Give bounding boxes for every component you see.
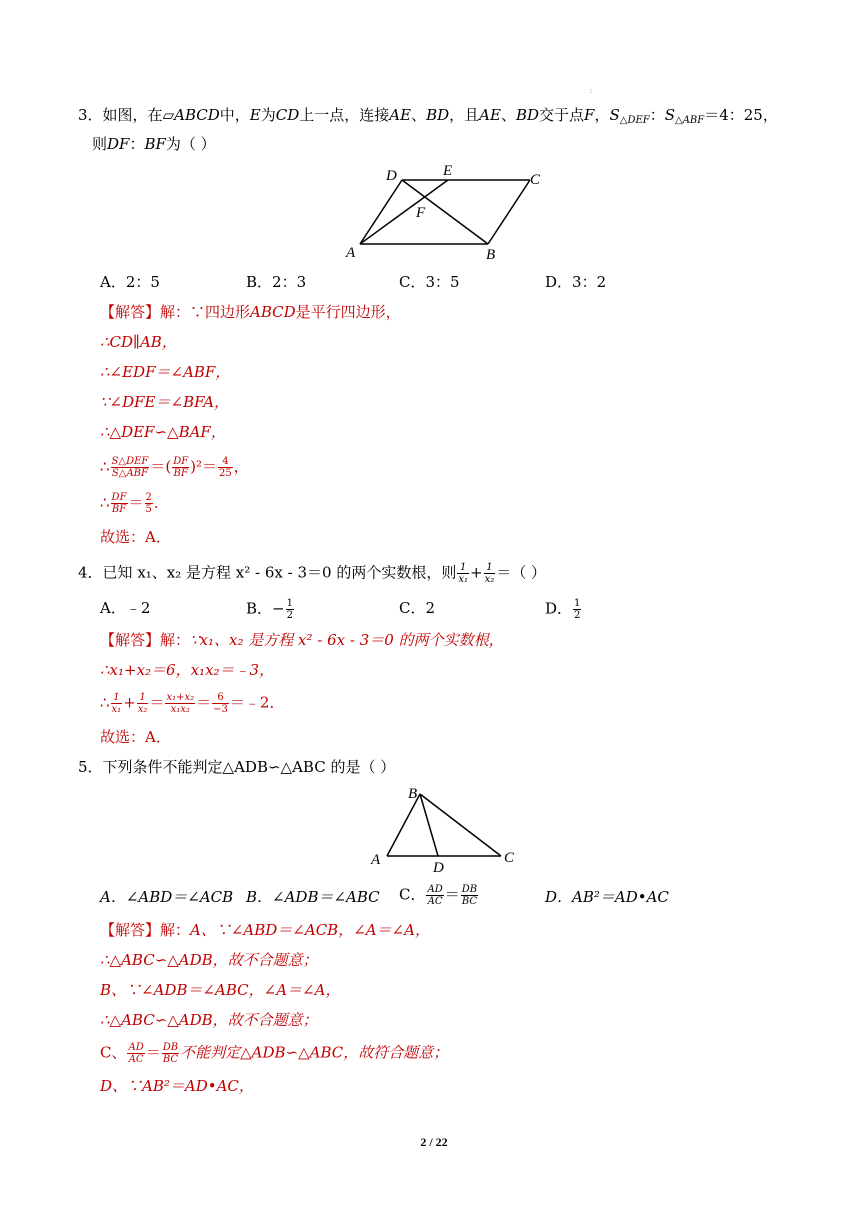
- q5-option-d: D．AB²＝AD•AC: [545, 888, 669, 906]
- q3-solution-line3: ∴∠EDF＝∠ABF，: [100, 363, 231, 381]
- q3-option-a: A．2：5: [100, 273, 160, 291]
- q4-choice-line: 故选：A．: [100, 728, 171, 746]
- q5-option-c: C． $\frac{AD}{AC}$ ＝ $\frac{DB}{BC}$: [399, 884, 478, 907]
- q3-label-A: A: [346, 245, 356, 261]
- q3-choice-line: 故选：A．: [100, 528, 171, 546]
- q5-solution-line5: C、 $\frac{AD}{AC}$ ＝ $\frac{DB}{BC}$ 不能判定△ADB∽△ABC，故符合题意；: [100, 1042, 449, 1065]
- q4-solution-line3: ∴ $\frac{1}{\text{x₁}}$ + $\frac{1}{\text{x₂}}$ ＝ $\frac{\text{x₁+x₂}}{\text{x₁x₂}}$ ＝ $\frac{6}{-3}$ ＝﹣2．: [100, 692, 285, 715]
- q4-option-d: D． $\frac{1}{2}$: [545, 598, 581, 621]
- q3-solution-line4: ∵∠DFE＝∠BFA，: [100, 393, 230, 411]
- q4-solution-line1: 【解答】解：∵x₁、x₂ 是方程 x² - 6x - 3＝0 的两个实数根，: [100, 631, 504, 649]
- q3-option-b: B．2：3: [246, 273, 307, 291]
- q5-stem: 5．下列条件不能判定△ADB∽△ABC 的是（ ）: [78, 758, 396, 776]
- q3-solution-line7: ∴ $\frac{DF}{BF}$ ＝ $\frac{2}{5}$ ．: [100, 492, 169, 515]
- q5-option-a: A．∠ABD＝∠ACB: [100, 888, 234, 906]
- q4-option-b: B．− $\frac{1}{2}$: [246, 598, 293, 621]
- q4-solution-line2: ∴x₁+x₂＝6，x₁x₂＝﹣3，: [100, 661, 275, 679]
- q4-option-c: C．2: [399, 599, 436, 617]
- q3-solution-line2: ∴CD∥AB，: [100, 333, 177, 351]
- q3-label-E: E: [443, 163, 453, 179]
- q3-label-D: D: [386, 168, 397, 184]
- q3-parallelogram-figure: [340, 160, 550, 265]
- stray-mark: ⁝: [590, 88, 592, 95]
- q5-solution-line4: ∴△ABC∽△ADB，故不合题意；: [100, 1011, 318, 1029]
- q3-option-d: D．3：2: [545, 273, 607, 291]
- q3-solution-line1: 【解答】解：∵四边形ABCD是平行四边形，: [100, 303, 401, 321]
- q5-option-b: B．∠ADB＝∠ABC: [246, 888, 380, 906]
- q3-stem-line1: 3．如图，在▱ABCD中，E为CD上一点，连接AE、BD，且AE、BD交于点F，$S_{\triangle DEF}$：$S_{\triangle ABF}=4$：25，: [78, 106, 778, 126]
- q4-option-a: A．﹣2: [100, 599, 151, 617]
- q5-solution-line1: 【解答】解：A、∵∠ABD＝∠ACB，∠A＝∠A，: [100, 921, 431, 939]
- q5-solution-line3: B、∵∠ADB＝∠ABC，∠A＝∠A，: [100, 981, 341, 999]
- q3-label-B: B: [486, 247, 496, 263]
- q3-label-C: C: [530, 172, 541, 188]
- q5-label-C: C: [504, 850, 515, 866]
- q5-label-B: B: [408, 786, 418, 802]
- q3-stem-line2: 则DF：BF为（ ）: [92, 135, 216, 153]
- q3-label-F: F: [416, 205, 426, 221]
- q5-solution-line2: ∴△ABC∽△ADB，故不合题意；: [100, 951, 318, 969]
- q5-solution-line6: D、∵AB²＝AD•AC，: [100, 1077, 254, 1095]
- q3-solution-line6: ∴ $\frac{\text{S△DEF}}{\text{S△ABF}}$ ＝( $\frac{DF}{BF}$ )²＝ $\frac{4}{25}$ ，: [100, 456, 249, 479]
- q3-option-c: C．3：5: [399, 273, 460, 291]
- page-number: 2 / 22: [420, 1135, 448, 1149]
- q4-stem: 4．已知 x₁、x₂ 是方程 x² - 6x - 3＝0 的两个实数根，则 $\frac{1}{\text{x₁}}$ + $\frac{1}{\text{x₂}}$ ＝（ ）: [78, 562, 547, 585]
- q5-label-D: D: [433, 860, 444, 876]
- q3-solution-line5: ∴△DEF∽△BAF，: [100, 423, 226, 441]
- q5-label-A: A: [371, 852, 381, 868]
- q5-triangle-figure: [365, 780, 525, 880]
